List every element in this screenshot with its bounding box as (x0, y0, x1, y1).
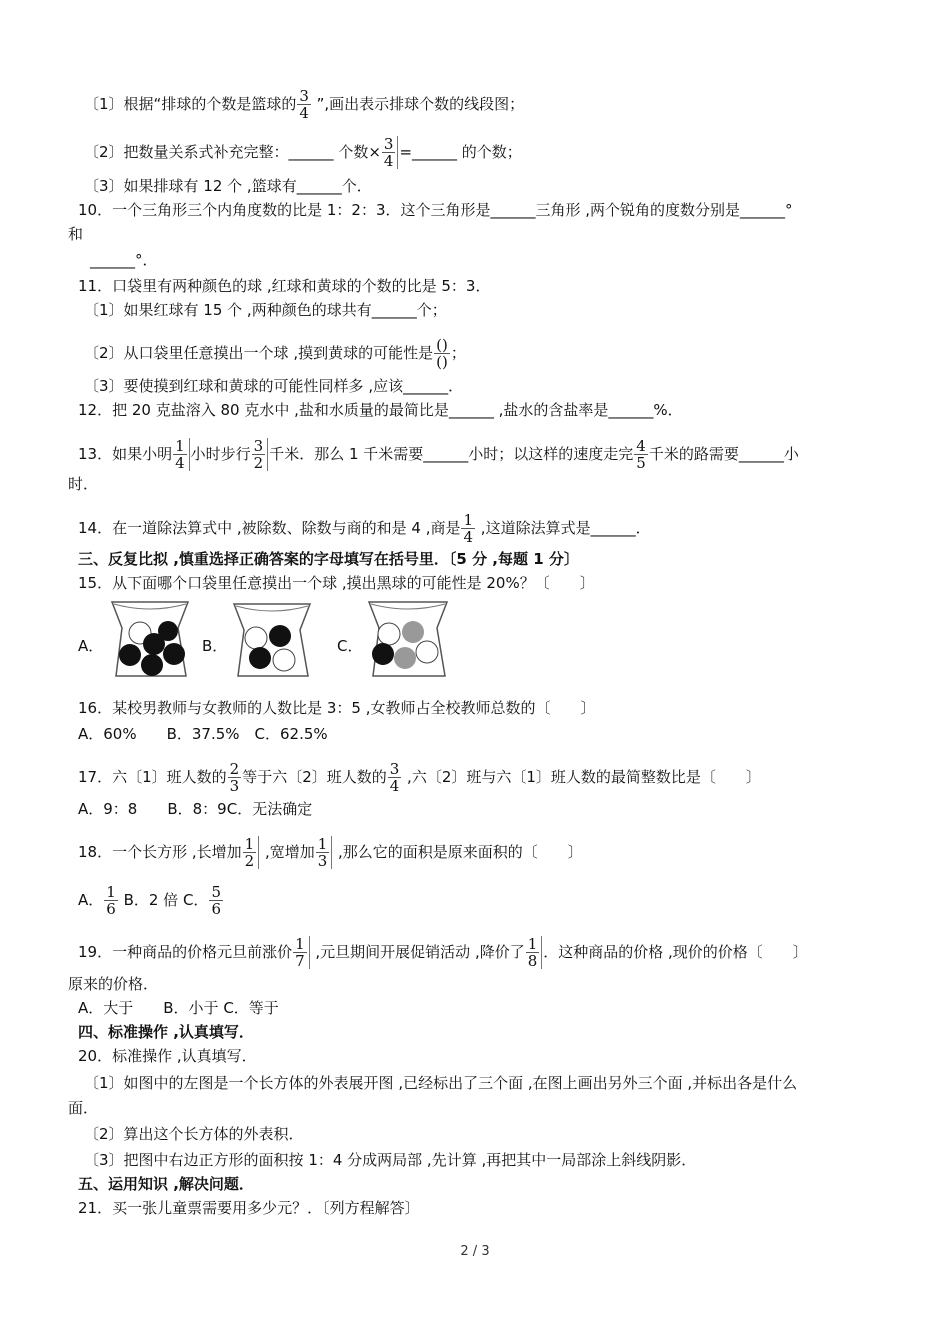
q18-options (78, 884, 224, 917)
black-ball (269, 625, 291, 647)
fraction-numerator: 1 (463, 511, 474, 529)
gray-ball (394, 647, 416, 669)
q19-text-c: ．这种商品的价格 ,现价的价格〔 〕 (543, 943, 808, 961)
q18-option-a: A． (78, 891, 104, 909)
fraction-numerator: 1 (527, 935, 538, 953)
q11-part3: 〔3〕要使摸到红球和黄球的可能性同样多 ,应该______． (84, 377, 464, 395)
fraction-numerator: 1 (295, 935, 305, 953)
gray-ball (402, 621, 424, 643)
q19-line1 (78, 936, 808, 969)
q19-text-a: 19．一种商品的价格元旦前涨价 (78, 943, 293, 961)
q9-part3: 〔3〕如果排球有 12 个 ,篮球有______个． (84, 177, 372, 195)
fraction-numerator: 5 (211, 883, 221, 901)
q10-line2: 和 (68, 225, 84, 243)
black-ball (119, 644, 141, 666)
q11-part2-text-b: ； (450, 344, 466, 362)
q20-part2: 〔2〕算出这个长方体的外表积． (84, 1125, 304, 1143)
fraction (634, 438, 648, 471)
q9-part2-text-a: 〔2〕把数量关系式补充完整：______ 个数× (84, 143, 381, 161)
fraction-numerator: 3 (383, 135, 394, 153)
q13-text-c: 千米．那么 1 千米需要______小时；以这样的速度走完 (269, 445, 634, 463)
q9-part1-text-a: 〔1〕根据“排球的个数是篮球的 (84, 95, 297, 113)
black-ball (249, 647, 271, 669)
q15-stem: 15．从下面哪个口袋里任意摸出一个球 ,摸出黑球的可能性是 20%？〔 〕 (78, 574, 595, 592)
bag-b-image (230, 600, 314, 680)
q13-text-d: 千米的路需要______小 (648, 445, 799, 463)
q18-option-b: B．2 倍 C． (118, 891, 209, 909)
fraction-numerator: 1 (175, 437, 185, 455)
fraction-denominator: 2 (253, 454, 264, 472)
q20-part1-line2: 面． (68, 1099, 99, 1117)
q13-line1 (78, 438, 799, 471)
q14 (78, 512, 651, 545)
fraction (243, 836, 260, 869)
fraction (434, 337, 450, 370)
q11-part1: 〔1〕如果红球有 15 个 ,两种颜色的球共有______个； (84, 301, 447, 319)
q11-part2 (84, 337, 466, 370)
bag-c-image (365, 598, 451, 680)
q17-text-a: 17．六〔1〕班人数的 (78, 768, 227, 786)
white-ball (416, 641, 438, 663)
q18-line1 (78, 836, 583, 869)
q19-text-b: ,元旦期间开展促销活动 ,降价了 (310, 943, 525, 961)
q20-part3: 〔3〕把图中右边正方形的面积按 1：4 分成两局部 ,先计算 ,再把其中一局部涂上斜线阴影． (84, 1151, 697, 1169)
fraction-numerator: 2 (229, 760, 240, 778)
q18-text-c: ,那么它的面积是原来面积的〔 〕 (333, 843, 583, 861)
black-ball (163, 643, 185, 665)
fraction (104, 884, 118, 917)
q18-text-a: 18．一个长方形 ,长增加 (78, 843, 242, 861)
fraction (209, 884, 223, 917)
white-ball (245, 627, 267, 649)
fraction (228, 761, 242, 794)
q11-stem: 11．口袋里有两种颜色的球 ,红球和黄球的个数的比是 5：3． (78, 277, 491, 295)
q16-options: A．60% B．37.5% C．62.5% (78, 725, 328, 743)
q14-text-a: 14．在一道除法算式中 ,被除数、除数与商的和是 4 ,商是 (78, 519, 461, 537)
fraction-numerator: 3 (299, 87, 309, 105)
q15-option-a-label: A． (78, 637, 104, 655)
fraction-denominator: 2 (244, 852, 255, 870)
q13-text-a: 13．如果小明 (78, 445, 173, 463)
q14-text-b: ,这道除法算式是______． (476, 519, 651, 537)
q13-line2: 时． (68, 475, 99, 493)
fraction (252, 438, 269, 471)
fraction-denominator: 5 (636, 454, 646, 472)
fraction (461, 512, 475, 545)
q12-text: 12．把 20 克盐溶入 80 克水中 ,盐和水质量的最简比是______ ,盐水的含盐率是______%． (78, 401, 683, 419)
q20-part1-line1: 〔1〕如图中的左图是一个长方体的外表展开图 ,已经标出了三个面 ,在图上画出另外三个面 ,并标出各是什么 (84, 1074, 798, 1092)
fraction (173, 438, 190, 471)
q16-stem: 16．某校男教师与女教师的人数比是 3：5 ,女教师占全校教师总数的〔 〕 (78, 699, 596, 717)
black-ball (143, 633, 165, 655)
fraction (293, 936, 310, 969)
fraction-numerator: () (436, 336, 448, 354)
page-number: 2 / 3 (460, 1244, 490, 1259)
fraction-denominator: 7 (295, 952, 305, 970)
q10-line1: 10．一个三角形三个内角度数的比是 1：2：3．这个三角形是______三角形 ,两个锐角的度数分别是______° (78, 201, 793, 219)
fraction (297, 88, 311, 121)
q18-text-b: ,宽增加 (260, 843, 315, 861)
fraction-numerator: 3 (389, 760, 400, 778)
fraction-denominator: () (436, 353, 448, 371)
q17-options: A．9：8 B．8：9C．无法确定 (78, 800, 313, 818)
fraction-denominator: 4 (383, 152, 394, 170)
q13-text-b: 小时步行 (190, 445, 251, 463)
fraction-denominator: 4 (389, 777, 400, 795)
black-ball (372, 643, 394, 665)
fraction-numerator: 4 (636, 437, 646, 455)
section-5-heading: 五、运用知识 ,解决问题． (78, 1175, 254, 1193)
q15-option-c-label: C． (337, 637, 363, 655)
fraction-numerator: 1 (106, 883, 116, 901)
fraction-denominator: 8 (527, 952, 538, 970)
fraction-denominator: 4 (463, 528, 474, 546)
black-ball (141, 654, 163, 676)
fraction-numerator: 1 (244, 835, 255, 853)
q21-text: 21．买一张儿童票需要用多少元？．〔列方程解答〕 (78, 1199, 420, 1217)
q9-part1-text-b: ”,画出表示排球个数的线段图； (311, 95, 525, 113)
fraction-denominator: 3 (317, 852, 328, 870)
q10-line3: ______°． (90, 251, 158, 269)
q11-part2-text-a: 〔2〕从口袋里任意摸出一个球 ,摸到黄球的可能性是 (84, 344, 434, 362)
q9-part1 (84, 88, 524, 121)
section-4-heading: 四、标准操作 ,认真填写． (78, 1023, 254, 1041)
fraction-numerator: 3 (253, 437, 264, 455)
section-3-heading: 三、反复比拟 ,慎重选择正确答案的字母填写在括号里．〔5 分 ,每题 1 分〕 (78, 550, 579, 568)
fraction (316, 836, 333, 869)
q17-line1 (78, 761, 761, 794)
fraction-denominator: 3 (229, 777, 240, 795)
q19-line2: 原来的价格． (68, 975, 159, 993)
q20-stem: 20．标准操作 ,认真填写． (78, 1047, 257, 1065)
bag-a-image (108, 598, 192, 680)
q15-option-b-label: B． (202, 637, 228, 655)
fraction (526, 936, 543, 969)
fraction-denominator: 6 (106, 900, 116, 918)
fraction (388, 761, 402, 794)
fraction-denominator: 6 (211, 900, 221, 918)
q17-text-b: 等于六〔2〕班人数的 (242, 768, 387, 786)
fraction-denominator: 4 (299, 104, 309, 122)
fraction-denominator: 4 (175, 454, 185, 472)
white-ball (273, 649, 295, 671)
fraction-numerator: 1 (317, 835, 328, 853)
q9-part2 (84, 136, 522, 169)
q19-options: A．大于 B．小于 C．等于 (78, 999, 279, 1017)
q17-text-c: ,六〔2〕班与六〔1〕班人数的最简整数比是〔 〕 (402, 768, 761, 786)
white-ball (378, 623, 400, 645)
q9-part2-text-b: =______ 的个数； (399, 143, 522, 161)
fraction (382, 136, 399, 169)
